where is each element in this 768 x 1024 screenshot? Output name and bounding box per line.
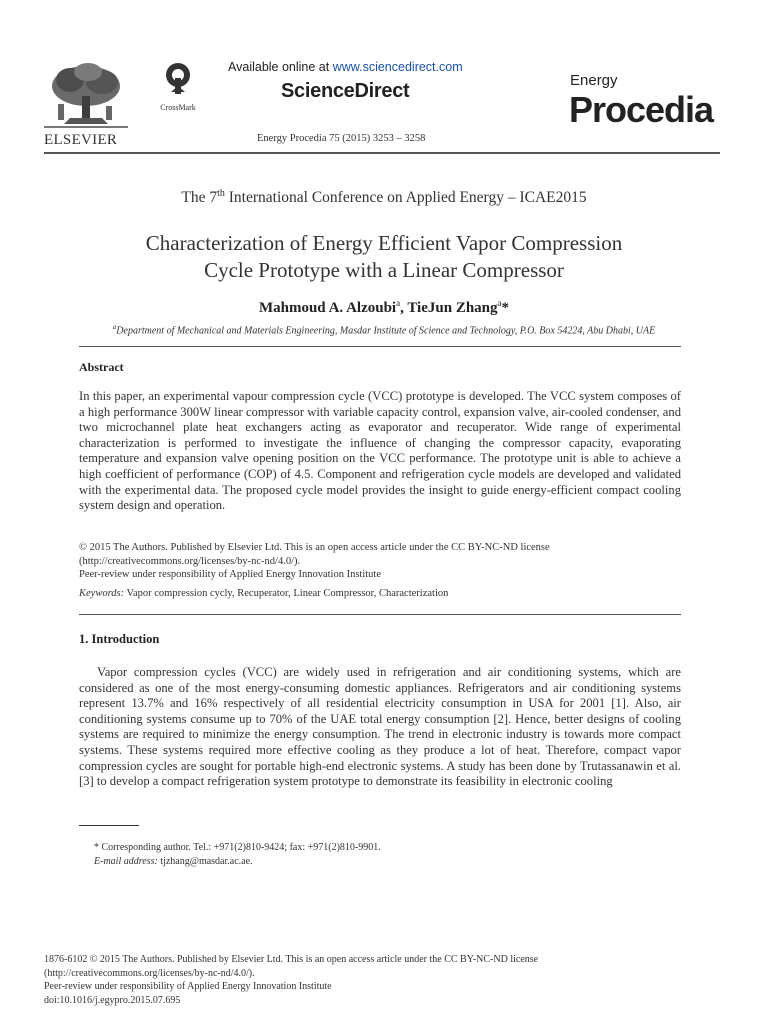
journal-name-bottom: Procedia bbox=[569, 89, 714, 130]
conference-name bbox=[0, 188, 768, 207]
footer-license-link[interactable]: (http://creativecommons.org/licenses/by-nc-nd/4.0/). bbox=[44, 967, 255, 979]
abstract-bottom-rule bbox=[79, 614, 681, 615]
email-note bbox=[94, 856, 253, 867]
availability-text: Available online at bbox=[228, 60, 333, 74]
keywords-text: Vapor compression cycly, Recuperator, Linear Compressor, Characterization bbox=[124, 588, 449, 599]
copyright-notice bbox=[79, 541, 681, 582]
title-line-2: Cycle Prototype with a Linear Compressor bbox=[204, 258, 564, 282]
abstract-text: In this paper, an experimental vapour compression cycle (VCC) prototype is developed. The VCC system composes of a high performance 300W linear compressor with variable capacity control, expansion valve, air-cooled condenser, and two microchannel plate heat exchangers acting as evaporator and recuperator. Wide range of experimental characterization is performed to investigate the influence of changing the compressor capacity, evaporating temperature and expansion valve opening position on the VCC performance. The prototype unit is able to achieve a high coefficient of performance (COP) of 4.5. Component and refrigeration cycle models are developed and validated with the experimental data. The proposed cycle model provides the insight to guide energy-efficient compact cooling system design and operation. bbox=[79, 389, 681, 513]
sciencedirect-link[interactable]: www.sciencedirect.com bbox=[332, 60, 463, 74]
conference-suffix: International Conference on Applied Energy – ICAE2015 bbox=[224, 189, 587, 207]
abstract-heading: Abstract bbox=[79, 360, 124, 374]
footer-peer-review: Peer-review under responsibility of Applied Energy Innovation Institute bbox=[44, 981, 332, 992]
issn-copyright: 1876-6102 © 2015 The Authors. Published by Elsevier Ltd. This is an open access article under the CC BY-NC-ND license bbox=[44, 954, 539, 965]
journal-reference: Energy Procedia 75 (2015) 3253 – 3258 bbox=[257, 133, 426, 144]
author-1-affil: a bbox=[396, 298, 401, 308]
journal-name-top: Energy bbox=[570, 72, 618, 89]
availability-line bbox=[228, 60, 463, 74]
corresponding-star: * bbox=[501, 300, 510, 316]
email-address[interactable]: tjzhang@masdar.ac.ae. bbox=[157, 856, 253, 867]
publisher-name: ELSEVIER bbox=[44, 132, 118, 148]
copyright-line-1: © 2015 The Authors. Published by Elsevier Ltd. This is an open access article under the CC BY-NC-ND license bbox=[79, 542, 550, 553]
conference-prefix: The 7 bbox=[181, 189, 218, 207]
paper-title bbox=[60, 230, 708, 284]
legal-footer bbox=[44, 953, 724, 1007]
introduction-text: Vapor compression cycles (VCC) are widely used in refrigeration and air conditioning systems, which are considered as one of the most energy-consuming domestic appliances. Refrigerators and air conditioning systems represent 13.7% and 16% respectively of all residential electricity consumption in USA for 2001 [1]. Also, air conditioning systems consume up to 70% of the UAE total energy consumption [2]. Hence, better designs of cooling systems are required to minimize the energy consumption. The trend in electronic industry is towards more compact systems. These systems required more effective cooling as they produce a lot of heat. Therefore, compact vapor compression cycles are sought for portable high-end electronic systems. A study has been done by Trutassanawin et al. [3] to develop a compact refrigeration system prototype to demonstrate its feasibility in electronic cooling bbox=[79, 665, 681, 789]
corresponding-author-note: * Corresponding author. Tel.: +971(2)810-9424; fax: +971(2)810-9901. bbox=[94, 842, 381, 853]
author-list bbox=[0, 298, 768, 317]
affiliation bbox=[80, 321, 688, 337]
author-2[interactable]: TieJun Zhang bbox=[407, 300, 498, 316]
keywords-label: Keywords: bbox=[79, 588, 125, 599]
affiliation-text: Department of Mechanical and Materials Engineering, Masdar Institute of Science and Technology, P.O. Box 54224, Abu Dhabi, UAE bbox=[116, 325, 656, 337]
elsevier-tree-logo bbox=[44, 60, 128, 132]
sciencedirect-wordmark: ScienceDirect bbox=[281, 80, 410, 102]
author-1[interactable]: Mahmoud A. Alzoubi bbox=[258, 300, 397, 316]
crossmark-icon bbox=[165, 62, 191, 96]
footnote-divider bbox=[79, 825, 139, 826]
affiliation-marker: a bbox=[112, 323, 117, 331]
crossmark-label: CrossMark bbox=[160, 103, 196, 112]
section-heading-introduction: 1. Introduction bbox=[79, 632, 160, 646]
author-separator: , bbox=[400, 300, 408, 316]
conference-ordinal: th bbox=[217, 188, 225, 199]
author-2-affil: a bbox=[497, 298, 502, 308]
header-divider bbox=[44, 152, 720, 154]
title-line-1: Characterization of Energy Efficient Vapor Compression bbox=[145, 231, 623, 255]
keywords-line bbox=[79, 588, 681, 599]
abstract-top-rule bbox=[79, 346, 681, 347]
peer-review-line: Peer-review under responsibility of Applied Energy Innovation Institute bbox=[79, 569, 381, 580]
license-link[interactable]: (http://creativecommons.org/licenses/by-nc-nd/4.0/). bbox=[79, 555, 301, 567]
doi[interactable]: doi:10.1016/j.egypro.2015.07.695 bbox=[44, 994, 181, 1006]
crossmark-badge[interactable] bbox=[152, 62, 204, 112]
email-label: E-mail address: bbox=[94, 856, 158, 867]
